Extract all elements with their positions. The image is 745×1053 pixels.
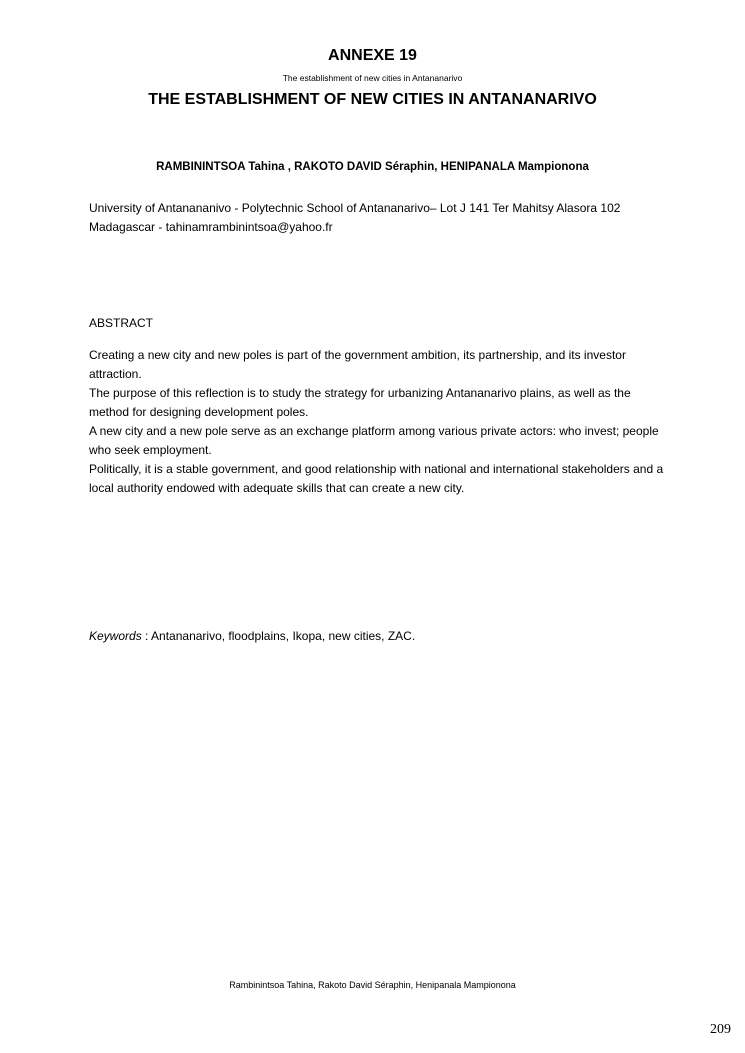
page-footer: Rambinintsoa Tahina, Rakoto David Séraphin, Henipanala Mampionona [229, 980, 516, 990]
keywords-separator: : [141, 629, 152, 643]
paper-title: THE ESTABLISHMENT OF NEW CITIES IN ANTANANARIVO [148, 91, 597, 108]
affiliation-line: Madagascar - tahinamrambinintsoa@yahoo.fr [89, 220, 333, 234]
abstract-heading: ABSTRACT [89, 316, 154, 330]
affiliation [89, 199, 664, 237]
keywords [89, 627, 664, 646]
annexe-label: ANNEXE 19 [328, 47, 417, 64]
abstract-body [89, 346, 664, 498]
abstract-paragraph: The purpose of this reflection is to study the strategy for urbanizing Antananarivo plains, as well as the method for designing development poles. [89, 386, 631, 419]
abstract-paragraph: Politically, it is a stable government, and good relationship with national and international stakeholders and a local authority endowed with adequate skills that can create a new city. [89, 462, 664, 495]
running-title: The establishment of new cities in Antananarivo [282, 73, 463, 83]
keywords-text: Antananarivo, floodplains, Ikopa, new cities, ZAC. [151, 629, 416, 643]
keywords-label: Keywords [89, 629, 142, 643]
affiliation-line: University of Antanananivo - Polytechnic School of Antananarivo– Lot J 141 Ter Mahitsy Alasora 102 [89, 201, 621, 215]
page-number: 209 [710, 1022, 731, 1037]
abstract-paragraph: A new city and a new pole serve as an exchange platform among various private actors: who invest; people who seek employment. [89, 424, 659, 457]
author-list: RAMBININTSOA Tahina , RAKOTO DAVID Séraphin, HENIPANALA Mampionona [156, 161, 589, 173]
abstract-paragraph: Creating a new city and new poles is part of the government ambition, its partnership, and its investor attraction. [89, 348, 626, 381]
